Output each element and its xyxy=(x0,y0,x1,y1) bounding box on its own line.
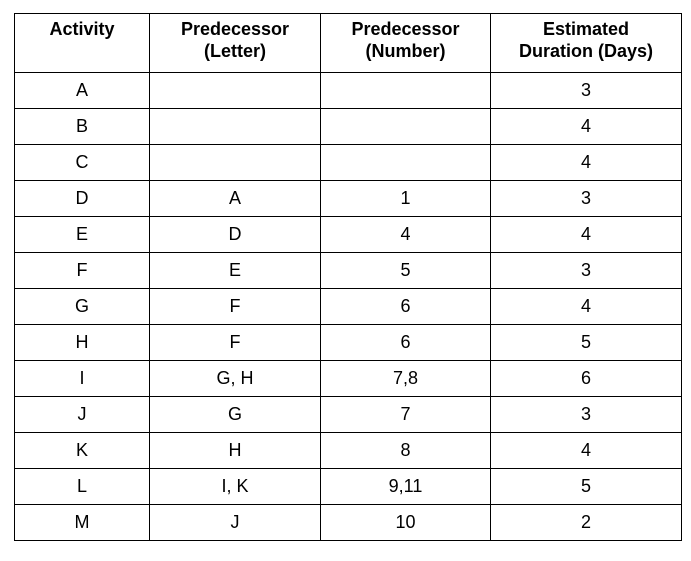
activity-cell: H xyxy=(15,325,150,361)
duration-cell: 3 xyxy=(491,397,682,433)
predecessor-number-cell xyxy=(321,145,491,181)
activity-cell: G xyxy=(15,289,150,325)
predecessor-letter-cell: G xyxy=(150,397,321,433)
table-row xyxy=(15,505,682,541)
predecessor-letter-cell: G, H xyxy=(150,361,321,397)
header-predecessor-number-line1: Predecessor xyxy=(351,19,460,39)
predecessor-number-cell: 7 xyxy=(321,397,491,433)
header-row xyxy=(15,14,682,73)
header-activity xyxy=(15,14,150,73)
predecessor-letter-cell: D xyxy=(150,217,321,253)
table-row xyxy=(15,253,682,289)
predecessor-letter-cell: H xyxy=(150,433,321,469)
header-duration-line1: Estimated xyxy=(542,19,630,39)
predecessor-number-cell: 6 xyxy=(321,289,491,325)
predecessor-number-cell: 7,8 xyxy=(321,361,491,397)
predecessor-number-cell: 6 xyxy=(321,325,491,361)
header-predecessor-number-line2: (Number) xyxy=(365,41,446,61)
table-row xyxy=(15,361,682,397)
predecessor-number-cell: 10 xyxy=(321,505,491,541)
activity-cell: J xyxy=(15,397,150,433)
header-predecessor-number xyxy=(321,14,491,73)
activity-cell: I xyxy=(15,361,150,397)
predecessor-letter-cell: I, K xyxy=(150,469,321,505)
activity-cell: K xyxy=(15,433,150,469)
table-body xyxy=(15,73,682,541)
activity-cell: L xyxy=(15,469,150,505)
table-row xyxy=(15,469,682,505)
table-row xyxy=(15,433,682,469)
predecessor-number-cell: 5 xyxy=(321,253,491,289)
predecessor-letter-cell xyxy=(150,109,321,145)
table-row xyxy=(15,217,682,253)
activity-cell: C xyxy=(15,145,150,181)
header-duration-line2: Duration (Days) xyxy=(518,41,653,61)
predecessor-number-cell xyxy=(321,109,491,145)
predecessor-letter-cell: F xyxy=(150,325,321,361)
duration-cell: 5 xyxy=(491,325,682,361)
predecessor-letter-cell: J xyxy=(150,505,321,541)
activity-cell: M xyxy=(15,505,150,541)
table-row xyxy=(15,181,682,217)
duration-cell: 3 xyxy=(491,253,682,289)
table-row xyxy=(15,397,682,433)
header-predecessor-letter-line1: Predecessor xyxy=(180,19,290,39)
predecessor-letter-cell: E xyxy=(150,253,321,289)
activity-cell: E xyxy=(15,217,150,253)
table-row xyxy=(15,109,682,145)
duration-cell: 5 xyxy=(491,469,682,505)
predecessor-number-cell: 9,11 xyxy=(321,469,491,505)
predecessor-number-cell: 4 xyxy=(321,217,491,253)
activity-table xyxy=(14,13,682,541)
predecessor-letter-cell: A xyxy=(150,181,321,217)
predecessor-letter-cell xyxy=(150,73,321,109)
predecessor-number-cell: 8 xyxy=(321,433,491,469)
activity-cell: A xyxy=(15,73,150,109)
header-activity-line1: Activity xyxy=(49,19,115,39)
table-row xyxy=(15,289,682,325)
duration-cell: 2 xyxy=(491,505,682,541)
duration-cell: 3 xyxy=(491,181,682,217)
activity-cell: D xyxy=(15,181,150,217)
predecessor-letter-cell xyxy=(150,145,321,181)
duration-cell: 4 xyxy=(491,289,682,325)
predecessor-number-cell: 1 xyxy=(321,181,491,217)
header-duration xyxy=(491,14,682,73)
predecessor-letter-cell: F xyxy=(150,289,321,325)
header-predecessor-letter-line2: (Letter) xyxy=(204,41,266,61)
activity-cell: F xyxy=(15,253,150,289)
duration-cell: 4 xyxy=(491,145,682,181)
table-row xyxy=(15,145,682,181)
duration-cell: 4 xyxy=(491,217,682,253)
duration-cell: 6 xyxy=(491,361,682,397)
duration-cell: 3 xyxy=(491,73,682,109)
predecessor-number-cell xyxy=(321,73,491,109)
duration-cell: 4 xyxy=(491,433,682,469)
table-row xyxy=(15,73,682,109)
activity-cell: B xyxy=(15,109,150,145)
table-row xyxy=(15,325,682,361)
duration-cell: 4 xyxy=(491,109,682,145)
header-predecessor-letter xyxy=(150,14,321,73)
